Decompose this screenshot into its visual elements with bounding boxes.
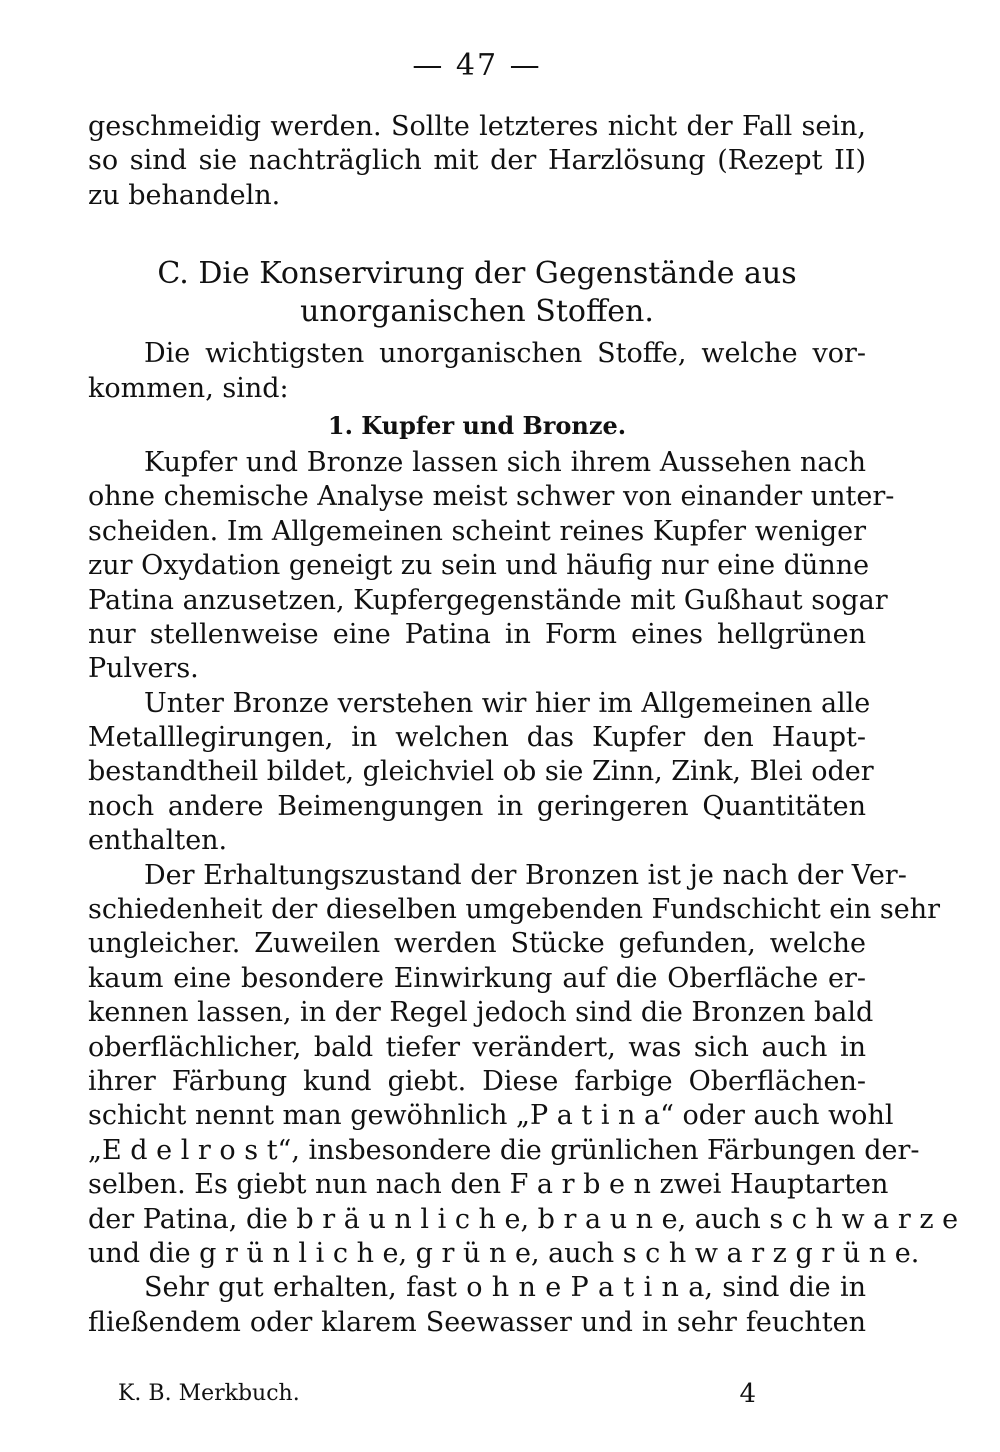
sheet-number: 4 xyxy=(739,1379,756,1409)
subsection-heading: 1. Kupfer und Bronze. xyxy=(327,410,627,440)
text-line: scheiden. Im Allgemeinen scheint reines Kupfer weniger xyxy=(88,515,866,547)
text-line: zur Oxydation geneigt zu sein und häufig nur eine dünne xyxy=(88,550,870,582)
text-line: ohne chemische Analyse meist schwer von einander unter- xyxy=(88,481,895,513)
text-line: und die g r ü n l i c h e, g r ü n e, auch s c h w a r z g r ü n e. xyxy=(88,1237,920,1269)
text-line: Pulvers. xyxy=(88,653,199,685)
section-title-line-2: unorganischen Stoffen. xyxy=(300,294,654,330)
text-line: Sehr gut erhalten, fast o h n e P a t i n a, sind die in xyxy=(144,1272,866,1304)
section-title-line-1: C. Die Konservirung der Gegenstände aus xyxy=(157,256,797,292)
paragraph-continuation xyxy=(88,110,866,213)
paragraph-kupfer xyxy=(88,446,895,687)
text-line: noch andere Beimengungen in geringeren Quantitäten xyxy=(88,790,866,822)
text-line: selben. Es giebt nun nach den F a r b e n zwei Hauptarten xyxy=(88,1169,889,1201)
text-line: Die wichtigsten unorganischen Stoffe, welche vor- xyxy=(144,338,866,370)
paragraph-bronze xyxy=(88,687,874,859)
text-line: Metalllegirungen, in welchen das Kupfer den Haupt- xyxy=(88,722,866,754)
text-line: Kupfer und Bronze lassen sich ihrem Aussehen nach xyxy=(144,446,866,478)
text-line: Unter Bronze verstehen wir hier im Allgemeinen alle xyxy=(144,687,871,719)
paragraph-patina xyxy=(88,1271,866,1340)
document-page xyxy=(88,40,959,1420)
text-line: bestandtheil bildet, gleichviel ob sie Zinn, Zink, Blei oder xyxy=(88,756,874,788)
text-line: ihrer Färbung kund giebt. Diese farbige Oberflächen- xyxy=(88,1065,866,1097)
section-heading xyxy=(88,255,866,331)
paragraph-erhaltung xyxy=(88,859,959,1272)
page-footer xyxy=(118,1374,756,1414)
text-line: kaum eine besondere Einwirkung auf die Oberfläche er- xyxy=(88,962,866,994)
text-line: Der Erhaltungszustand der Bronzen ist je nach der Ver- xyxy=(144,859,907,891)
page-number: — 47 — xyxy=(412,48,542,83)
text-line: oberflächlicher, bald tiefer verändert, was sich auch in xyxy=(88,1031,866,1063)
text-line: enthalten. xyxy=(88,825,228,857)
text-line: fließendem oder klarem Seewasser und in sehr feuchten xyxy=(88,1306,866,1338)
text-line: geschmeidig werden. Sollte letzteres nicht der Fall sein, xyxy=(88,111,866,142)
text-line: so sind sie nachträglich mit der Harzlösung (Rezept II) xyxy=(88,145,866,177)
text-line: nur stellenweise eine Patina in Form eines hellgrünen xyxy=(88,618,866,650)
text-line: Patina anzusetzen, Kupfergegenstände mit Gußhaut sogar xyxy=(88,584,888,616)
text-line: ungleicher. Zuweilen werden Stücke gefunden, welche xyxy=(88,928,866,960)
paragraph-intro xyxy=(88,337,866,406)
text-line: „E d e l r o s t“, insbesondere die grünlichen Färbungen der- xyxy=(88,1134,920,1166)
text-line: kommen, sind: xyxy=(88,372,289,404)
text-line: kennen lassen, in der Regel jedoch sind die Bronzen bald xyxy=(88,997,874,1029)
signature-mark: K. B. Merkbuch. xyxy=(118,1381,300,1406)
text-line: schiedenheit der dieselben umgebenden Fundschicht ein sehr xyxy=(88,894,941,926)
text-line: zu behandeln. xyxy=(88,179,281,211)
text-line: schicht nennt man gewöhnlich „P a t i n a“ oder auch wohl xyxy=(88,1100,894,1132)
text-line: der Patina, die b r ä u n l i c h e, b r a u n e, auch s c h w a r z e xyxy=(88,1203,959,1235)
